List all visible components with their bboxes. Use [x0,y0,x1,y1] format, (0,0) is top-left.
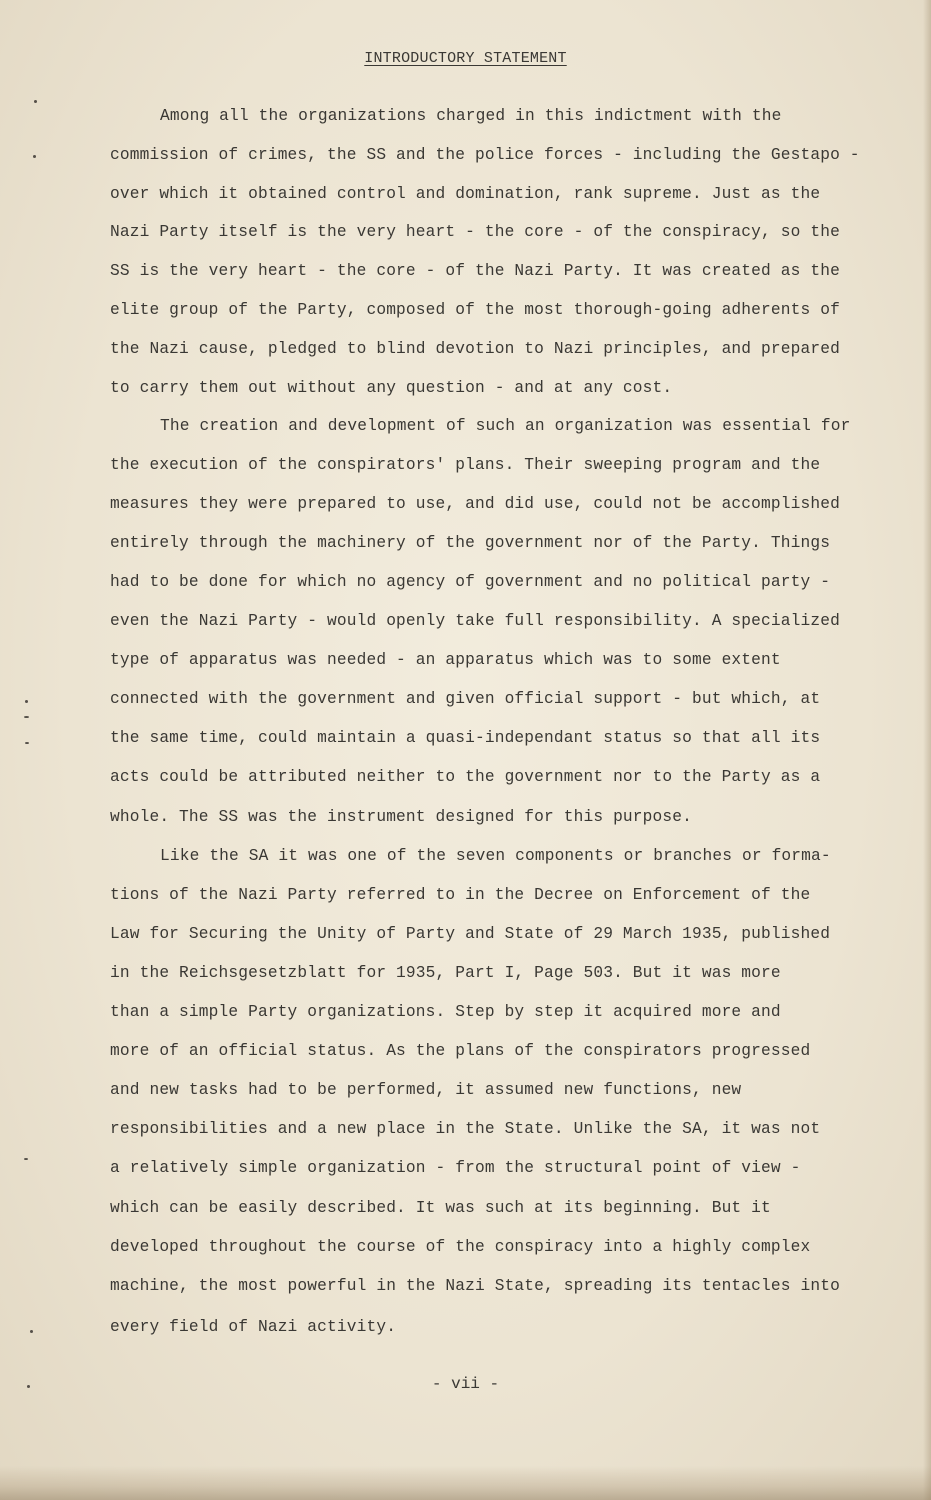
text-line: connected with the government and given official support - but which, at [110,690,821,708]
text-line: SS is the very heart - the core - of the Nazi Party. It was created as the [110,262,840,280]
text-line: the Nazi cause, pledged to blind devotion to Nazi principles, and prepared [110,340,840,358]
text-line: every field of Nazi activity. [110,1318,397,1336]
text-line: the same time, could maintain a quasi-independant status so that all its [110,729,821,747]
text-line: even the Nazi Party - would openly take full responsibility. A specialized [110,612,840,630]
margin-speck [34,100,37,103]
margin-speck [24,1158,28,1160]
margin-speck [33,155,36,158]
text-line: elite group of the Party, composed of the most thorough-going adherents of [110,301,840,319]
text-line: over which it obtained control and domination, rank supreme. Just as the [110,185,821,203]
text-line: commission of crimes, the SS and the police forces - including the Gestapo - [110,146,860,164]
text-line: than a simple Party organizations. Step by step it acquired more and [110,1003,781,1021]
margin-speck [25,742,29,744]
text-line: machine, the most powerful in the Nazi State, spreading its tentacles into [110,1277,840,1295]
text-line: acts could be attributed neither to the government nor to the Party as a [110,768,821,786]
text-line: responsibilities and a new place in the State. Unlike the SA, it was not [110,1120,821,1138]
text-line: measures they were prepared to use, and did use, could not be accomplished [110,495,840,513]
document-title: INTRODUCTORY STATEMENT [364,50,567,67]
text-line: more of an official status. As the plans of the conspirators progressed [110,1042,811,1060]
text-line: The creation and development of such an organization was essential for [160,417,851,435]
text-line: whole. The SS was the instrument designed for this purpose. [110,808,692,826]
text-line: in the Reichsgesetzblatt for 1935, Part I, Page 503. But it was more [110,964,781,982]
text-line: Like the SA it was one of the seven components or branches or forma- [160,847,831,865]
page-number: - vii - [431,1375,500,1393]
margin-speck [24,716,29,718]
margin-speck [25,700,28,703]
text-line: developed throughout the course of the conspiracy into a highly complex [110,1238,811,1256]
text-line: had to be done for which no agency of government and no political party - [110,573,831,591]
text-line: and new tasks had to be performed, it assumed new functions, new [110,1081,742,1099]
text-line: Law for Securing the Unity of Party and State of 29 March 1935, published [110,925,831,943]
paper-edge-shadow [0,1466,931,1500]
text-line: tions of the Nazi Party referred to in the Decree on Enforcement of the [110,886,811,904]
text-line: type of apparatus was needed - an apparatus which was to some extent [110,651,781,669]
text-line: which can be easily described. It was such at its beginning. But it [110,1199,771,1217]
text-line: Nazi Party itself is the very heart - the core - of the conspiracy, so the [110,223,840,241]
text-line: entirely through the machinery of the government nor of the Party. Things [110,534,831,552]
text-line: the execution of the conspirators' plans. Their sweeping program and the [110,456,821,474]
margin-speck [30,1330,33,1333]
text-line: to carry them out without any question - and at any cost. [110,379,673,397]
paper-edge-right [923,0,931,1500]
text-line: Among all the organizations charged in this indictment with the [160,107,782,125]
text-line: a relatively simple organization - from the structural point of view - [110,1159,801,1177]
